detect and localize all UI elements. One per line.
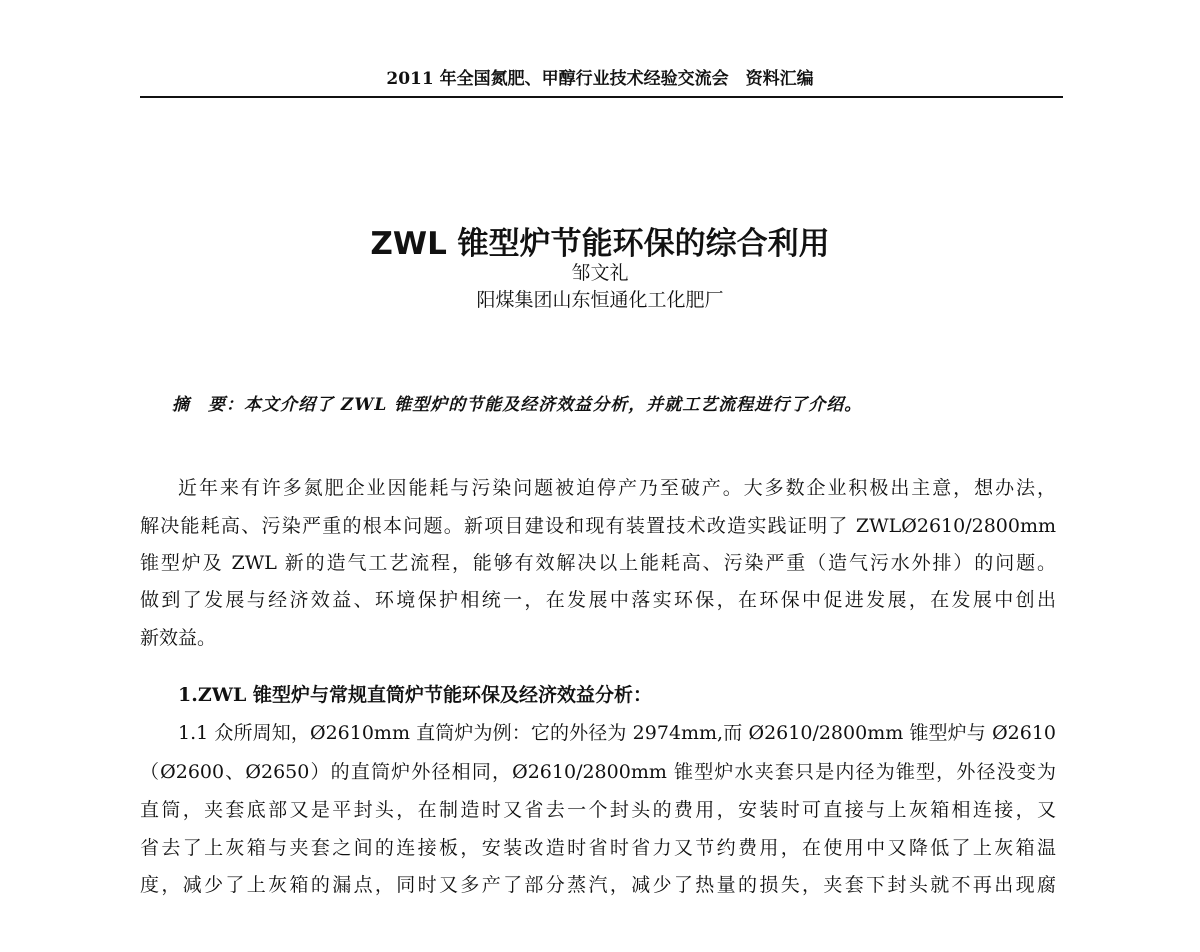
abstract (172, 390, 972, 415)
header-rule (140, 96, 1063, 98)
paragraph-line: 解决能耗高、污染严重的根本问题。新项目建设和现有装置技术改造实践证明了 ZWLØ2610/2800mm (140, 515, 1056, 537)
section-heading: 1.ZWL 锥型炉与常规直筒炉节能环保及经济效益分析： (178, 684, 653, 706)
abstract-text: 本文介绍了 ZWL 锥型炉的节能及经济效益分析，并就工艺流程进行了介绍。 (244, 395, 863, 415)
affiliation: 阳煤集团山东恒通化工化肥厂 (476, 289, 724, 311)
author: 邹文礼 (571, 262, 629, 284)
abstract-label: 摘 要： (172, 395, 244, 415)
paragraph-line: 新效益。 (140, 627, 217, 649)
paragraph-line: 1.1 众所周知，Ø2610mm 直筒炉为例：它的外径为 2974mm,而 Ø2610/2800mm 锥型炉与 Ø2610 (178, 722, 1056, 744)
paragraph-line: 近年来有许多氮肥企业因能耗与污染问题被迫停产乃至破产。大多数企业积极出主意，想办法， (178, 477, 1056, 499)
paragraph-line: 直筒，夹套底部又是平封头，在制造时又省去一个封头的费用，安装时可直接与上灰箱相连接，又 (140, 799, 1056, 821)
paragraph-line: 省去了上灰箱与夹套之间的连接板，安装改造时省时省力又节约费用，在使用中又降低了上灰箱温 (140, 837, 1056, 859)
page-title: ZWL 锥型炉节能环保的综合利用 (370, 226, 830, 262)
paragraph-line: （Ø2600、Ø2650）的直筒炉外径相同，Ø2610/2800mm 锥型炉水夹套只是内径为锥型，外径没变为 (140, 761, 1056, 783)
paragraph-line: 锥型炉及 ZWL 新的造气工艺流程，能够有效解决以上能耗高、污染严重（造气污水外排）的问题。 (140, 552, 1056, 574)
paragraph-line: 做到了发展与经济效益、环境保护相统一，在发展中落实环保，在环保中促进发展，在发展中创出 (140, 589, 1056, 611)
running-header: 2011 年全国氮肥、甲醇行业技术经验交流会 资料汇编 (386, 69, 814, 89)
paragraph-line: 度，减少了上灰箱的漏点，同时又多产了部分蒸汽，减少了热量的损失，夹套下封头就不再出现腐 (140, 874, 1056, 896)
